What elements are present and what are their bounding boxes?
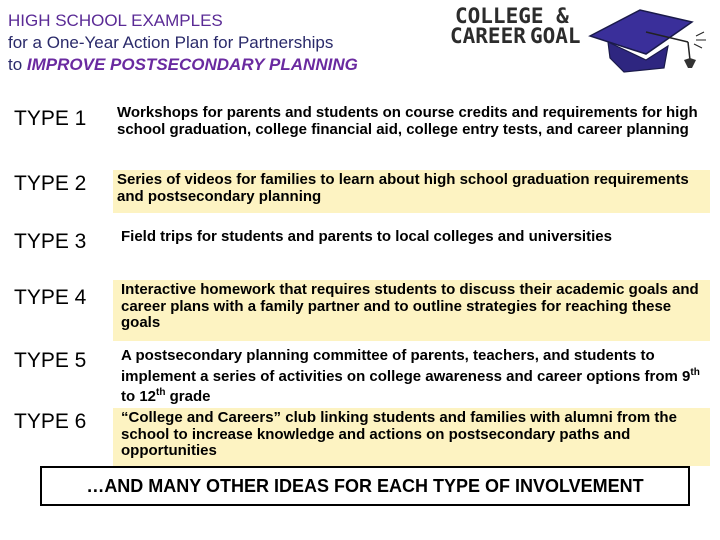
type-5-text-mid: to 12 <box>121 388 157 405</box>
logo-line-1: COLLEGE & <box>455 4 569 28</box>
type-description-1: Workshops for parents and students on course credits and requirements for high school graduation, college financial aid, college entry tests, and career planning <box>117 104 698 138</box>
type-description-3: Field trips for students and parents to local colleges and universities <box>121 228 612 245</box>
type-5-text-before: A postsecondary planning committee of parents, teachers, and students to implement a series of activities on college awareness and career options from 9 <box>121 347 691 385</box>
type-label-5: TYPE 5 <box>14 349 87 372</box>
type-description-6: “College and Careers” club linking students and families with alumni from the school to increase knowledge and actions on postsecondary paths and opportunities <box>113 408 710 466</box>
type-label-2: TYPE 2 <box>14 172 87 195</box>
type-5-sup-2: th <box>156 387 166 398</box>
type-label-6: TYPE 6 <box>14 410 87 433</box>
logo-line-2a: CAREER <box>450 24 526 48</box>
title-line-1: HIGH SCHOOL EXAMPLES <box>8 11 223 30</box>
logo-line-2b: GOAL <box>530 24 581 48</box>
type-label-1: TYPE 1 <box>14 107 87 130</box>
type-5-text-after: grade <box>165 388 211 405</box>
graduation-cap-icon <box>580 6 710 86</box>
title-line-3-emphasis: IMPROVE POSTSECONDARY PLANNING <box>26 55 358 74</box>
type-5-sup-1: th <box>690 366 700 378</box>
type-label-3: TYPE 3 <box>14 230 87 253</box>
title-line-2: for a One-Year Action Plan for Partnerships <box>8 33 334 52</box>
title-line-3-prefix: to <box>8 55 27 74</box>
type-description-4: Interactive homework that requires students to discuss their academic goals and career plans with a family partner and to outline strategies for reaching these goals <box>113 280 710 341</box>
footer-banner: …AND MANY OTHER IDEAS FOR EACH TYPE OF INVOLVEMENT <box>40 466 690 506</box>
title-line-3 <box>8 54 358 76</box>
type-label-4: TYPE 4 <box>14 286 87 309</box>
type-description-5 <box>113 346 710 408</box>
type-description-2: Series of videos for families to learn about high school graduation requirements and postsecondary planning <box>113 170 710 213</box>
title-block <box>8 10 358 76</box>
